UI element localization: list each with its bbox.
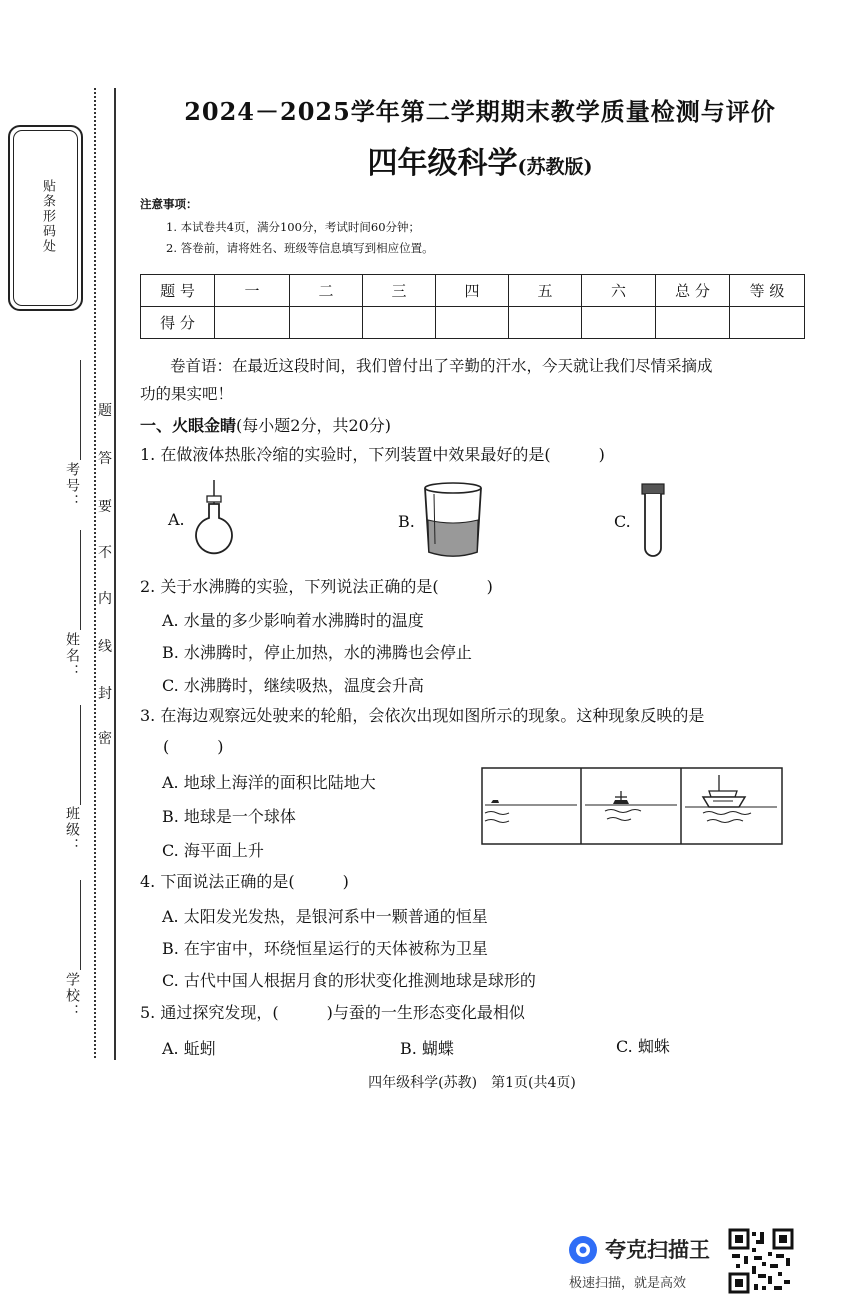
- section-1-title: [140, 413, 391, 436]
- name-label: 姓名：: [64, 632, 80, 680]
- seal-char: 要: [98, 499, 112, 515]
- score-cell[interactable]: [215, 307, 290, 339]
- q3-option-b[interactable]: B. 地球是一个球体: [162, 807, 296, 826]
- seal-dotted-line: [94, 88, 96, 1058]
- page-footer: 四年级科学(苏教) 第1页(共4页): [368, 1075, 576, 1091]
- score-header-cell: 一: [215, 275, 290, 307]
- score-header-cell: 二: [290, 275, 363, 307]
- q3-stem-paren: ( ): [163, 737, 224, 756]
- score-header-cell: 五: [509, 275, 582, 307]
- ship-horizon-figure: [481, 767, 783, 845]
- q5-stem: 5. 通过探究发现，( )与蚕的一生形态变化最相似: [140, 1003, 525, 1022]
- q3-option-a[interactable]: A. 地球上海洋的面积比陆地大: [162, 773, 376, 792]
- score-header-cell: 四: [436, 275, 509, 307]
- name-line[interactable]: [80, 530, 81, 630]
- q3-option-c[interactable]: C. 海平面上升: [162, 841, 264, 860]
- score-header-cell: 三: [363, 275, 436, 307]
- seal-char: 内: [98, 591, 112, 607]
- q1-option-b[interactable]: B.: [398, 512, 415, 531]
- subject-title: 四年级科学: [367, 146, 518, 181]
- q2-stem: 2. 关于水沸腾的实验，下列说法正确的是( ): [140, 577, 493, 596]
- score-cell[interactable]: [363, 307, 436, 339]
- q2-option-a[interactable]: A. 水量的多少影响着水沸腾时的温度: [162, 611, 424, 630]
- notes-item: 1. 本试卷共4页，满分100分，考试时间60分钟；: [166, 220, 421, 234]
- q3-stem: 3. 在海边观察远处驶来的轮船，会依次出现如图所示的现象。这种现象反映的是: [140, 706, 705, 725]
- score-cell[interactable]: [290, 307, 363, 339]
- section-1-note: (每小题2分，共20分): [236, 416, 392, 435]
- seal-char: 答: [98, 451, 112, 467]
- school-label: 学校：: [64, 972, 80, 1020]
- class-label: 班级：: [64, 806, 80, 854]
- exam-no-label: 考号：: [64, 462, 80, 510]
- q4-option-b[interactable]: B. 在宇宙中，环绕恒星运行的天体被称为卫星: [162, 939, 488, 958]
- q2-option-c[interactable]: C. 水沸腾时，继续吸热，温度会升高: [162, 676, 424, 695]
- score-header-cell: 总 分: [656, 275, 730, 307]
- preface-line-2: 功的果实吧！: [140, 385, 234, 403]
- barcode-label: 贴条形码处: [40, 179, 55, 254]
- score-cell[interactable]: [582, 307, 656, 339]
- exam-subtitle: [160, 138, 800, 182]
- score-cell[interactable]: [509, 307, 582, 339]
- preface-line-1: 卷首语：在最近这段时间，我们曾付出了辛勤的汗水，今天就让我们尽情采摘成: [170, 357, 713, 375]
- q1-stem: 1. 在做液体热胀冷缩的实验时，下列装置中效果最好的是( ): [140, 445, 605, 464]
- q5-option-c[interactable]: C. 蜘蛛: [616, 1037, 670, 1056]
- score-cell[interactable]: [436, 307, 509, 339]
- seal-char: 线: [98, 639, 112, 655]
- exam-title: 2024－2025学年第二学期期末教学质量检测与评价: [184, 97, 776, 126]
- barcode-box: [8, 125, 83, 311]
- q2-option-b[interactable]: B. 水沸腾时，停止加热，水的沸腾也会停止: [162, 643, 472, 662]
- score-cell[interactable]: [730, 307, 805, 339]
- seal-char: 不: [98, 545, 112, 561]
- score-table: [140, 274, 805, 339]
- beaker-icon: [420, 480, 486, 562]
- class-line[interactable]: [80, 705, 81, 805]
- seal-char: 封: [98, 686, 112, 702]
- quark-logo-icon: [567, 1234, 599, 1266]
- edition-label: (苏教版): [517, 156, 593, 178]
- seal-solid-line: [114, 88, 116, 1060]
- q4-option-c[interactable]: C. 古代中国人根据月食的形状变化推测地球是球形的: [162, 971, 536, 990]
- score-header-cell: 题 号: [141, 275, 215, 307]
- score-header-cell: 六: [582, 275, 656, 307]
- seal-char: 题: [98, 403, 112, 419]
- seal-char: 密: [98, 731, 112, 747]
- score-header-cell: 等 级: [730, 275, 805, 307]
- qr-code-icon: [728, 1228, 794, 1294]
- notes-heading: 注意事项：: [140, 197, 198, 211]
- notes-item: 2. 答卷前，请将姓名、班级等信息填写到相应位置。: [166, 241, 434, 255]
- school-line[interactable]: [80, 880, 81, 970]
- q4-option-a[interactable]: A. 太阳发光发热，是银河系中一颗普通的恒星: [162, 907, 488, 926]
- score-cell[interactable]: [656, 307, 730, 339]
- q1-option-c[interactable]: C.: [614, 512, 631, 531]
- test-tube-icon: [638, 482, 668, 562]
- score-row-label: 得 分: [141, 307, 215, 339]
- q5-option-b[interactable]: B. 蝴蝶: [400, 1039, 454, 1058]
- exam-no-line[interactable]: [80, 360, 81, 460]
- watermark-slogan: 极速扫描，就是高效: [569, 1276, 687, 1291]
- section-1-name: 一、火眼金睛: [140, 416, 237, 435]
- q5-option-a[interactable]: A. 蚯蚓: [162, 1039, 216, 1058]
- watermark-brand: 夸克扫描王: [605, 1238, 710, 1262]
- q1-option-a[interactable]: A.: [168, 510, 185, 529]
- round-flask-icon: [188, 478, 240, 560]
- q4-stem: 4. 下面说法正确的是( ): [140, 872, 349, 891]
